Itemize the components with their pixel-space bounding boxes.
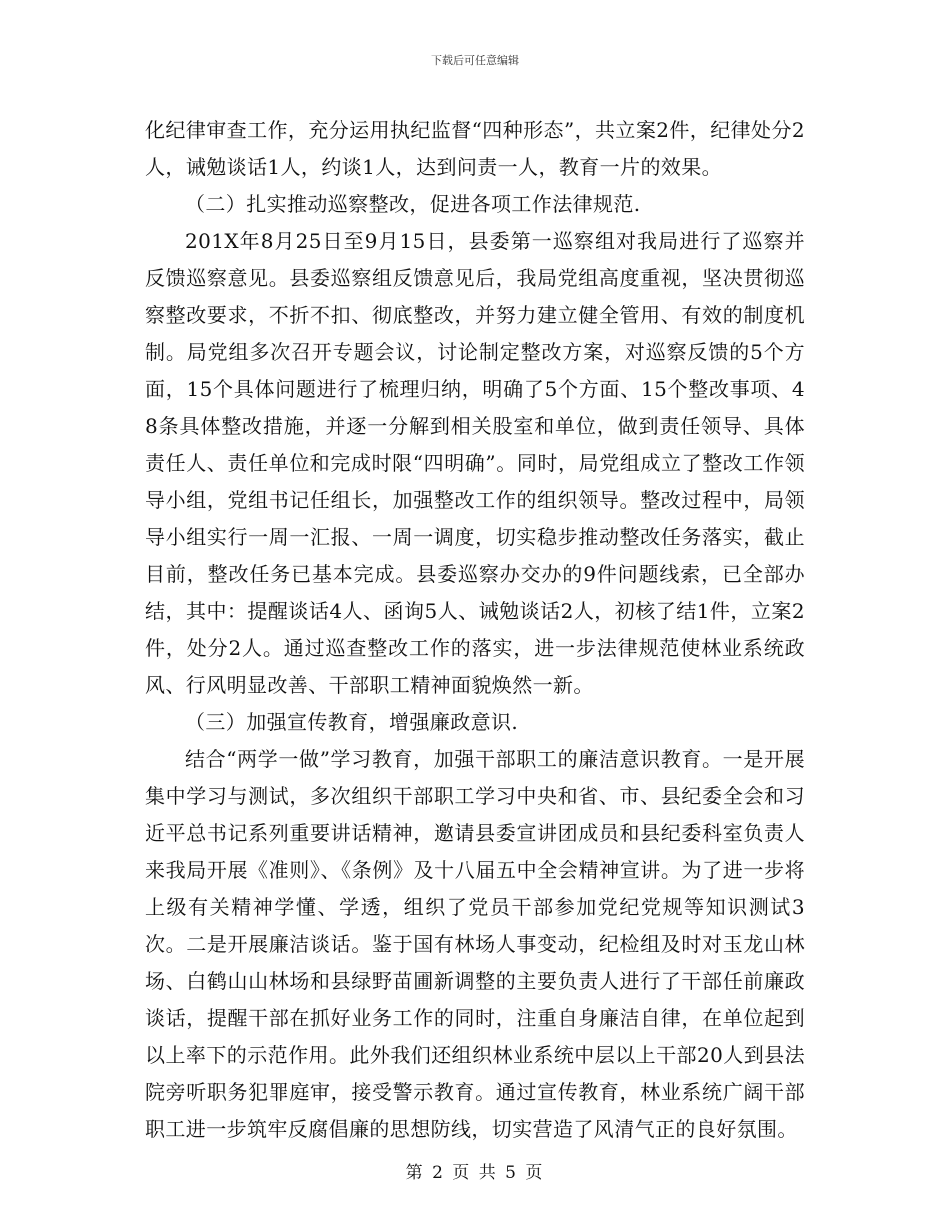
document-body — [145, 112, 805, 1148]
section-heading-2: （二）扎实推动巡察整改，促进各项工作法律规范. — [185, 192, 641, 216]
page-number: 第 2 页 共 5 页 — [405, 1163, 545, 1183]
section-heading-3: （三）加强宣传教育，增强廉政意识. — [185, 710, 519, 734]
header-note: 下载后可任意编辑 — [431, 54, 519, 67]
paragraph-continuation: 化纪律审查工作，充分运用执纪监督“四种形态”，共立案2件，纪律处分2人，诫勉谈话1人，约谈1人，达到问责一人，教育一片的效果。 — [145, 118, 805, 179]
paragraph-inspection-rectification: 201X年8月25日至9月15日，县委第一巡察组对我局进行了巡察并反馈巡察意见。县委巡察组反馈意见后，我局党组高度重视，坚决贯彻巡察整改要求，不折不扣、彻底整改，并努力建立健全管用、有效的制度机制。局党组多次召开专题会议，讨论制定整改方案，对巡察反馈的5个方面，15个具体问题进行了梳理归纳，明确了5个方面、15个整改事项、48条具体整改措施，并逐一分解到相关股室和单位，做到责任领导、具体责任人、责任单位和完成时限“四明确”。同时，局党组成立了整改工作领导小组，党组书记任组长，加强整改工作的组织领导。整改过程中，局领导小组实行一周一汇报、一周一调度，切实稳步推动整改任务落实，截止目前，整改任务已基本完成。县委巡察办交办的9件问题线索，已全部办结，其中：提醒谈话4人、函询5人、诫勉谈话2人，初核了结1件，立案2件，处分2人。通过巡查整改工作的落实，进一步法律规范使林业系统政风、行风明显改善、干部职工精神面貌焕然一新。 — [145, 229, 805, 697]
paragraph-publicity-education: 结合“两学一做”学习教育，加强干部职工的廉洁意识教育。一是开展集中学习与测试，多次组织干部职工学习中央和省、市、县纪委全会和习近平总书记系列重要讲话精神，邀请县委宣讲团成员和县纪委科室负责人来我局开展《准则》、《条例》及十八届五中全会精神宣讲。为了进一步将上级有关精神学懂、学透，组织了党员干部参加党纪党规等知识测试3次。二是开展廉洁谈话。鉴于国有林场人事变动，纪检组及时对玉龙山林场、白鹤山山林场和县绿野苗圃新调整的主要负责人进行了干部任前廉政谈话，提醒干部在抓好业务工作的同时，注重自身廉洁自律，在单位起到以上率下的示范作用。此外我们还组织林业系统中层以上干部20人到县法院旁听职务犯罪庭审，接受警示教育。通过宣传教育，林业系统广阔干部职工进一步筑牢反腐倡廉的思想防线，切实营造了风清气正的良好氛围。 — [145, 747, 805, 1141]
